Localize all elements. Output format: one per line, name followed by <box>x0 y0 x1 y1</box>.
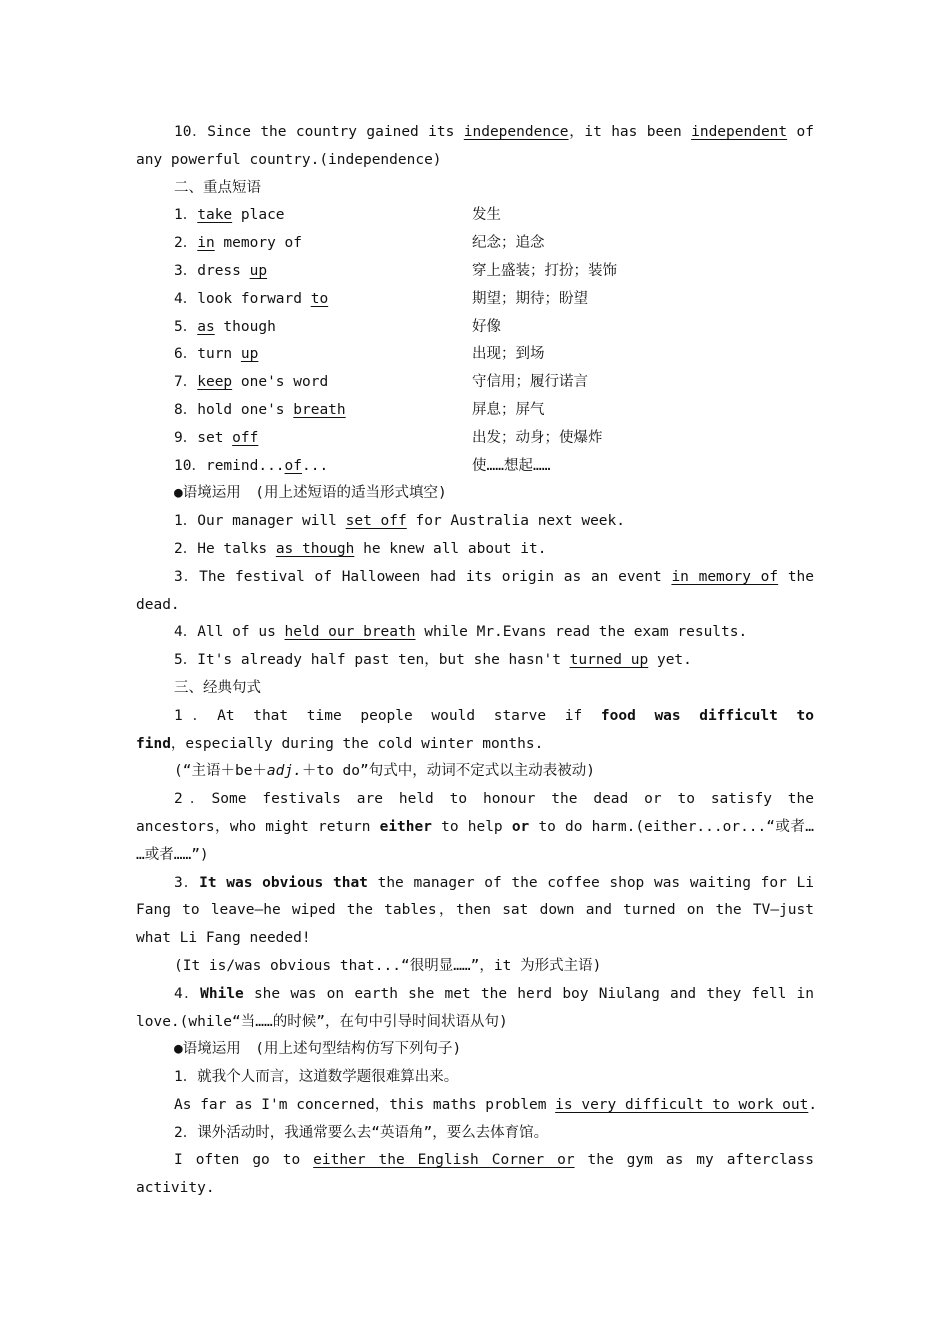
sentence-4-line2: love.(while“当……的时候”，在句中引导时间状语从句) <box>136 1013 508 1030</box>
answer-blank: either the English Corner or <box>313 1152 575 1169</box>
key-structure: While <box>200 985 244 1002</box>
sentence-1-note: (“主语＋be＋adj.＋to do”句式中，动词不定式以主动表被动) <box>174 763 595 780</box>
phrase-chinese: 守信用；履行诺言 <box>472 374 588 391</box>
phrase-english: 10．remind...of... <box>174 457 329 474</box>
sentence-3-line2: Fang to leave—he wiped the tables，then sat down and turned on the TV—just <box>136 902 814 919</box>
phrase-english: 3．dress up <box>174 262 268 279</box>
phrase-item <box>136 453 814 481</box>
phrase-item <box>136 230 814 258</box>
practice2-question-2: 2．课外活动时，我通常要么去“英语角”，要么去体育馆。 <box>174 1124 549 1141</box>
practice1-sentence-3-cont: dead. <box>136 596 180 613</box>
practice1-heading: ●语境运用 (用上述短语的适当形式填空) <box>174 485 447 502</box>
answer-blank: held our breath <box>284 624 416 641</box>
sentence-1-line2: find，especially during the cold winter months. <box>136 735 544 752</box>
phrase-chinese: 屏息；屏气 <box>472 401 545 418</box>
sentence-2-line2: ancestors，who might return either to help or to do harm.(either...or...“或者… <box>136 818 814 835</box>
sentence-4-line1: 4．While she was on earth she met the herd boy Niulang and they fell in <box>174 985 814 1002</box>
practice1-sentence-3: 3．The festival of Halloween had its origin as an event in memory of the <box>174 568 815 585</box>
answer-blank: to <box>310 290 329 307</box>
item10-line1: 10．Since the country gained its independence，it has been independent of <box>174 124 814 140</box>
practice2-answer-2-cont: activity. <box>136 1180 215 1197</box>
sentence-2-line3: …或者……”) <box>136 846 209 863</box>
phrase-english: 1．take place <box>174 207 285 224</box>
answer-blank: up <box>249 262 268 279</box>
key-structure: food was difficult to <box>600 707 814 724</box>
answer-blank: independent <box>691 124 788 140</box>
key-structure: or <box>511 818 530 835</box>
phrase-item <box>136 425 814 453</box>
answer-blank: of <box>284 457 302 474</box>
item10-line2: any powerful country.(independence) <box>136 151 442 168</box>
practice2-answer-2: I often go to either the English Corner or the gym as my afterclass <box>174 1152 814 1169</box>
answer-blank: is very difficult to work out <box>555 1096 809 1113</box>
phrase-item <box>136 369 814 397</box>
phrase-chinese: 出现；到场 <box>472 346 545 363</box>
key-structure: find <box>136 735 171 752</box>
phrase-english: 7．keep one's word <box>174 374 329 391</box>
phrase-item <box>136 341 814 369</box>
answer-blank: in <box>197 235 215 252</box>
phrase-chinese: 发生 <box>472 207 501 224</box>
phrase-english: 6．turn up <box>174 346 259 363</box>
practice1-sentence-5: 5．It's already half past ten，but she hasn't turned up yet. <box>174 652 692 669</box>
key-structure: It was obvious that <box>199 874 368 891</box>
phrase-item <box>136 286 814 314</box>
practice2-heading: ●语境运用 (用上述句型结构仿写下列句子) <box>174 1041 462 1058</box>
answer-blank: independence <box>463 124 569 140</box>
sentence-3-line1: 3．It was obvious that the manager of the coffee shop was waiting for Li <box>174 874 814 891</box>
practice1-sentence-4: 4．All of us held our breath while Mr.Evans read the exam results. <box>174 624 748 641</box>
answer-blank: off <box>232 429 259 446</box>
phrase-english: 4．look forward to <box>174 290 329 307</box>
answer-blank: set off <box>345 513 407 530</box>
answer-blank: breath <box>293 401 346 418</box>
phrase-english: 8．hold one's breath <box>174 401 346 418</box>
phrase-item <box>136 314 814 342</box>
phrase-english: 5．as though <box>174 318 276 335</box>
practice2-answer-1: As far as I'm concerned，this maths problem is very difficult to work out. <box>174 1096 818 1113</box>
phrase-item <box>136 202 814 230</box>
sentences-heading: 三、经典句式 <box>174 679 261 696</box>
answer-blank: take <box>197 207 233 224</box>
phrase-chinese: 使……想起…… <box>472 457 551 474</box>
phrase-item <box>136 258 814 286</box>
key-structure: either <box>379 818 432 835</box>
answer-blank: in memory of <box>671 568 779 585</box>
answer-blank: up <box>240 346 259 363</box>
document-page <box>136 119 818 1203</box>
phrase-list <box>136 202 814 480</box>
phrase-english: 2．in memory of <box>174 235 303 252</box>
phrases-heading: 二、重点短语 <box>174 179 261 196</box>
phrase-chinese: 穿上盛装；打扮；装饰 <box>472 262 617 279</box>
answer-blank: as <box>197 318 215 335</box>
phrase-item <box>136 397 814 425</box>
answer-blank: as though <box>275 540 355 557</box>
sentence-1-line1: 1．At that time people would starve if food was difficult to <box>174 707 814 724</box>
sentence-2-line1: 2．Some festivals are held to honour the dead or to satisfy the <box>174 791 814 808</box>
phrase-english: 9．set off <box>174 429 259 446</box>
phrase-chinese: 期望；期待；盼望 <box>472 290 588 307</box>
sentence-3-note: (It is/was obvious that...“很明显……”，it 为形式主语) <box>174 957 602 974</box>
phrase-chinese: 好像 <box>472 318 501 335</box>
practice1-sentence-2: 2．He talks as though he knew all about it. <box>174 540 547 557</box>
practice2-question-1: 1．就我个人而言，这道数学题很难算出来。 <box>174 1069 459 1086</box>
answer-blank: keep <box>197 374 233 391</box>
sentence-3-line3: what Li Fang needed! <box>136 930 311 947</box>
practice1-sentence-1: 1．Our manager will set off for Australia next week. <box>174 513 625 530</box>
phrase-chinese: 纪念；追念 <box>472 235 545 252</box>
phrase-chinese: 出发；动身；使爆炸 <box>472 429 603 446</box>
answer-blank: turned up <box>569 652 649 669</box>
